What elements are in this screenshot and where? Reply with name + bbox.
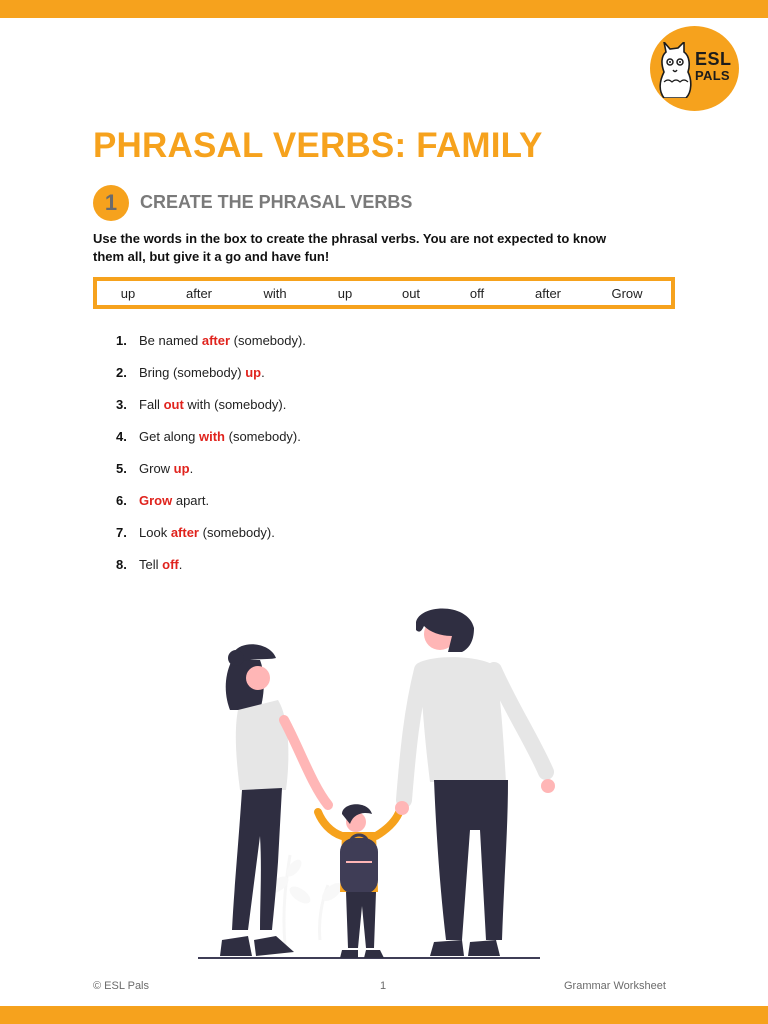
question-answer: up [173, 461, 190, 476]
word-box-item: with [263, 286, 287, 301]
question-number: 2. [116, 365, 127, 380]
mother-figure [220, 644, 328, 956]
question-answer: out [163, 397, 184, 412]
question-text: Grow [139, 461, 174, 476]
question-answer: after [170, 525, 199, 540]
question-number: 3. [116, 397, 127, 412]
family-illustration [190, 600, 570, 965]
question-number: 8. [116, 557, 127, 572]
question-text-end: . [261, 365, 265, 380]
word-box-item: up [337, 286, 353, 301]
llama-icon [658, 42, 694, 98]
question-item [116, 365, 265, 385]
question-item [116, 493, 209, 513]
question-text: Look [139, 525, 171, 540]
child-figure [318, 804, 400, 958]
bottom-accent-bar [0, 1006, 768, 1024]
footer-page-number: 1 [380, 980, 387, 992]
section-number-badge: 1 [93, 185, 129, 221]
question-text-end: apart. [172, 493, 210, 508]
question-text: Bring (somebody) [139, 365, 246, 380]
question-text-end: (somebody). [199, 525, 275, 540]
question-item [116, 429, 301, 449]
question-number: 7. [116, 525, 127, 540]
question-text-end: with (somebody). [183, 397, 287, 412]
father-figure [395, 608, 555, 956]
instructions-line-1: Use the words in the box to create the phrasal verbs. You are not expected to know [93, 231, 607, 246]
esl-pals-logo [650, 26, 739, 111]
question-answer: with [199, 429, 225, 444]
word-box-item: up [120, 286, 136, 301]
word-box-item: after [534, 286, 562, 301]
word-box-item: off [469, 286, 485, 301]
question-answer: up [245, 365, 262, 380]
word-box-item: after [185, 286, 213, 301]
logo-text-esl: ESL [695, 49, 732, 69]
question-answer: after [201, 333, 231, 348]
question-item [116, 397, 286, 417]
question-number: 4. [116, 429, 127, 444]
question-text: Get along [139, 429, 199, 444]
word-box [93, 277, 675, 309]
question-number: 6. [116, 493, 127, 508]
instructions [93, 230, 673, 266]
question-text-end: (somebody). [225, 429, 301, 444]
question-number: 1. [116, 333, 127, 348]
question-item [116, 557, 182, 577]
logo-text-pals: PALS [695, 68, 730, 83]
question-item [116, 461, 193, 481]
question-text-end: . [178, 557, 183, 572]
question-text-end: . [189, 461, 194, 476]
question-item [116, 525, 275, 545]
instructions-line-2: them all, but give it a go and have fun! [93, 249, 330, 264]
top-accent-bar [0, 0, 768, 18]
page-title: PHRASAL VERBS: FAMILY [93, 126, 543, 165]
question-text-end: (somebody). [230, 333, 306, 348]
word-box-item: out [401, 286, 421, 301]
question-answer: Grow [139, 493, 173, 508]
question-answer: off [162, 557, 179, 572]
question-number: 5. [116, 461, 127, 476]
question-text: Be named [139, 333, 202, 348]
question-text: Tell [139, 557, 163, 572]
question-text: Fall [139, 397, 164, 412]
question-item [116, 333, 306, 353]
section-title: CREATE THE PHRASAL VERBS [140, 192, 413, 212]
footer-copyright: © ESL Pals [93, 980, 149, 992]
footer-label: Grammar Worksheet [564, 980, 666, 992]
word-box-item: Grow [611, 286, 643, 301]
